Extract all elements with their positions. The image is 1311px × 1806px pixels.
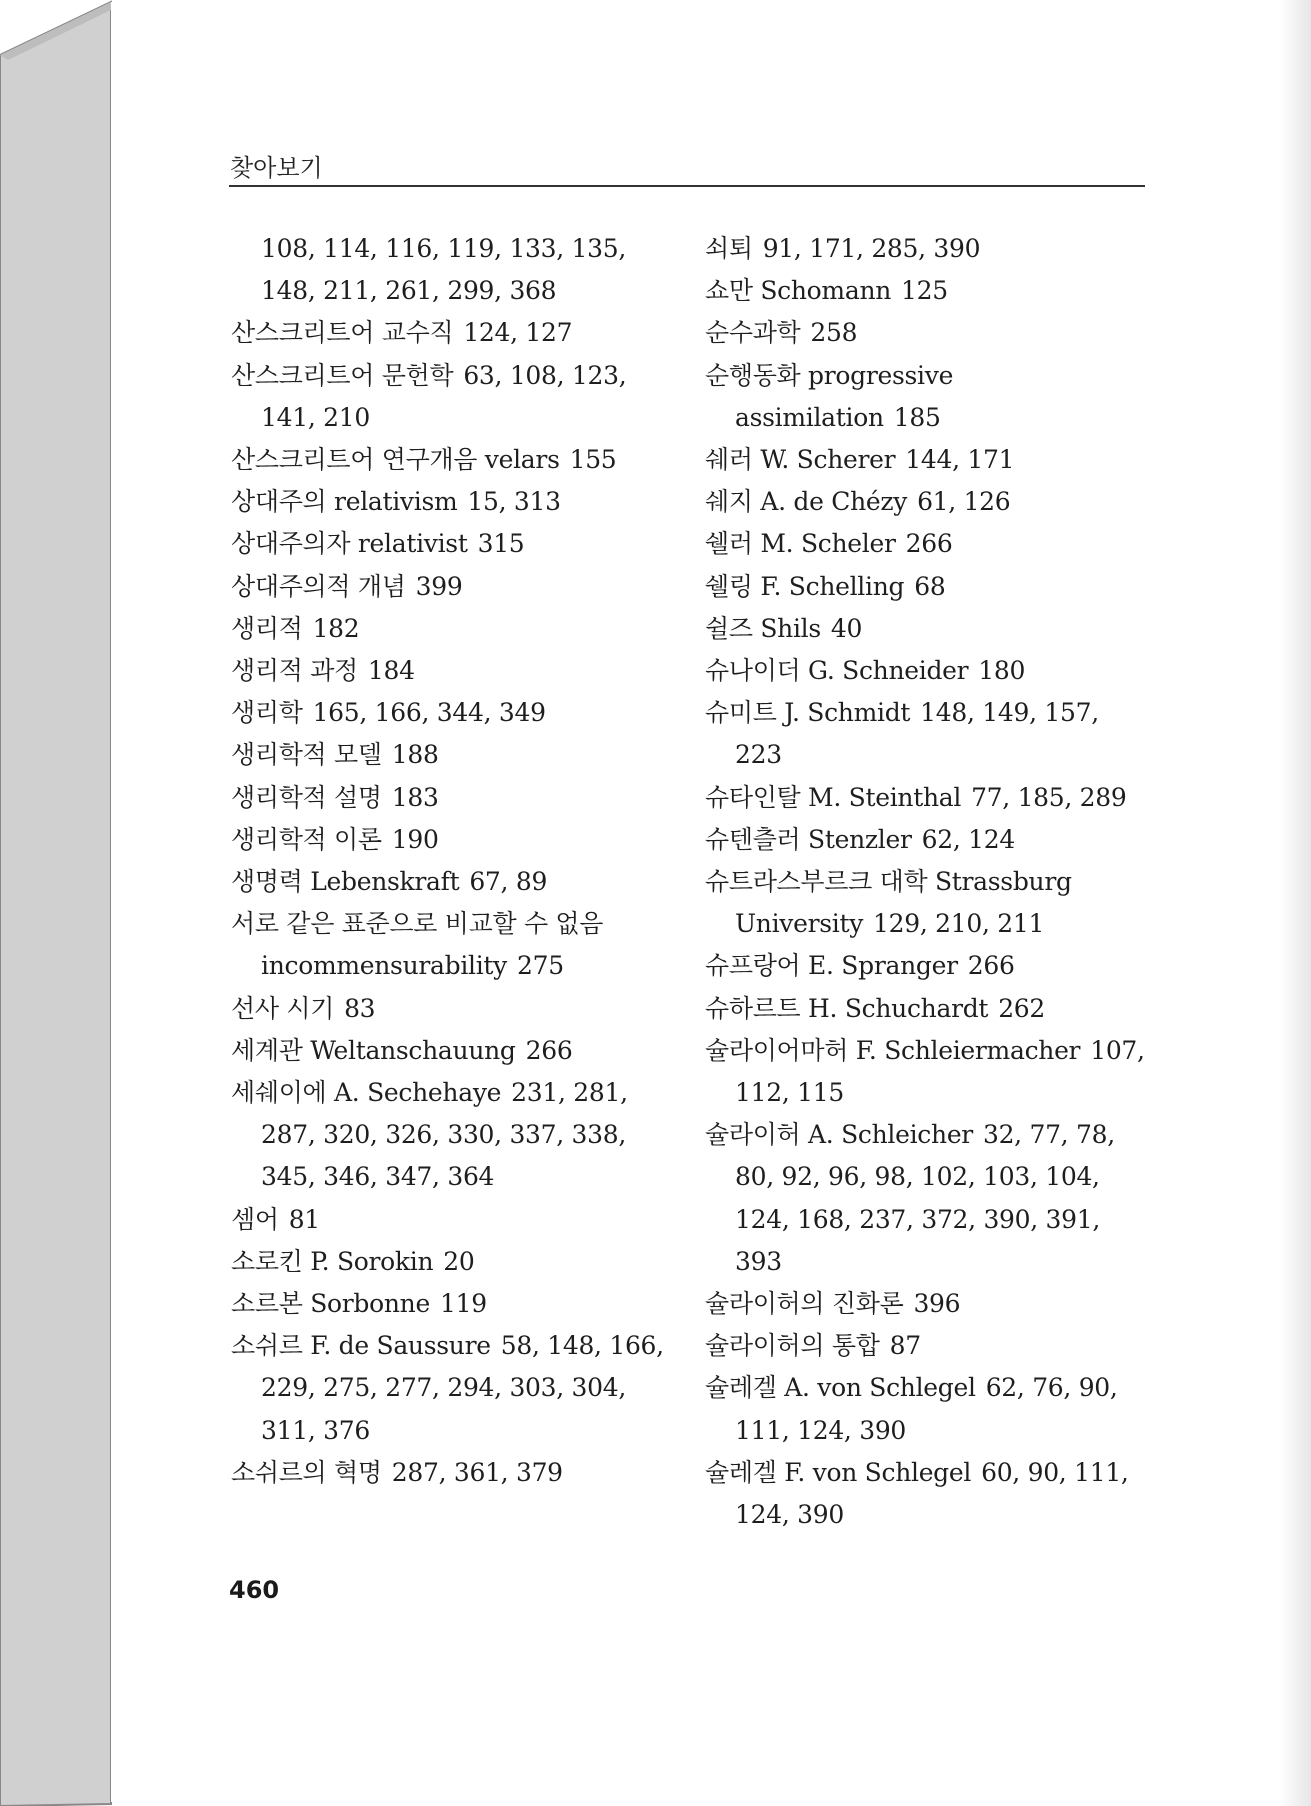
index-page-refs: 61, 126	[917, 487, 1011, 517]
index-term: 쉘러 M. Scheler	[705, 529, 896, 559]
index-entry	[705, 523, 1145, 565]
index-term: 생리학적 설명	[231, 782, 382, 812]
index-page-refs: 266	[525, 1035, 573, 1065]
index-term: 쉴즈 Shils	[705, 613, 821, 643]
index-term: 슐라이허 A. Schleicher	[705, 1120, 973, 1150]
index-page-refs: 62, 124	[921, 824, 1015, 854]
index-page-refs: 40	[830, 613, 863, 643]
index-entry	[231, 819, 671, 861]
index-term: 선사 시기	[231, 993, 335, 1023]
index-page-refs: 125	[901, 276, 948, 306]
index-page-refs: 58, 148, 166, 229, 275, 277, 294, 303, 304, 311, 376	[261, 1331, 664, 1445]
index-entry	[231, 355, 671, 439]
index-entry	[231, 692, 671, 734]
index-term: 세쉐이에 A. Sechehaye	[231, 1078, 502, 1108]
index-page-refs: 129, 210, 211	[873, 909, 1045, 939]
index-entry	[231, 1452, 671, 1494]
page-edge	[1279, 0, 1311, 1806]
index-entry	[705, 481, 1145, 523]
index-page-refs: 108, 114, 116, 119, 133, 135, 148, 211, 261, 299, 368	[261, 234, 627, 306]
index-entry	[705, 312, 1145, 354]
index-page-refs: 60, 90, 111, 124, 390	[735, 1457, 1129, 1530]
index-entry	[705, 692, 1145, 776]
index-entry	[705, 650, 1145, 692]
index-term: 슐레겔 F. von Schlegel	[705, 1457, 972, 1487]
index-page-refs: 20	[443, 1246, 475, 1276]
index-entry	[231, 1199, 671, 1241]
index-page-refs: 315	[477, 529, 525, 559]
index-term: 슈트라스부르크 대학 Strassburg University	[705, 867, 1072, 939]
index-page-refs: 396	[913, 1289, 961, 1319]
index-entry	[705, 355, 1145, 439]
index-term: 쉐러 W. Scherer	[705, 445, 896, 475]
index-entry	[705, 777, 1145, 819]
index-term: 생리학적 이론	[231, 824, 382, 854]
index-entry	[705, 819, 1145, 861]
index-entry	[231, 734, 671, 776]
index-entry	[705, 270, 1145, 312]
index-page-refs: 32, 77, 78, 80, 92, 96, 98, 102, 103, 104, 124, 168, 237, 372, 390, 391, 393	[735, 1120, 1115, 1276]
index-page-refs: 266	[905, 529, 953, 559]
index-term: 슈프랑어 E. Spranger	[705, 951, 958, 981]
index-term: 쉘링 F. Schelling	[705, 571, 905, 601]
index-page-refs: 68	[914, 571, 946, 601]
index-entry	[705, 1367, 1145, 1451]
index-term: 슈미트 J. Schmidt	[705, 698, 911, 728]
index-entry	[231, 1072, 671, 1199]
index-term: 슈타인탈 M. Steinthal	[705, 782, 962, 812]
index-entry	[705, 608, 1145, 650]
index-term: 쉐지 A. de Chézy	[705, 487, 908, 517]
index-term: 상대주의자 relativist	[231, 529, 468, 559]
index-page-refs: 258	[810, 318, 858, 348]
index-entry	[231, 481, 671, 523]
index-page-refs: 63, 108, 123, 141, 210	[261, 360, 627, 432]
index-entry	[231, 1030, 671, 1072]
index-page-refs: 83	[344, 993, 376, 1023]
index-page-refs: 287, 361, 379	[391, 1457, 563, 1487]
index-page-refs: 77, 185, 289	[971, 782, 1127, 812]
index-page-refs: 188	[391, 740, 439, 770]
index-page-refs: 184	[367, 656, 415, 686]
index-column-right	[705, 228, 1145, 1536]
index-column-left	[231, 228, 671, 1494]
index-term: 생명력 Lebenskraft	[231, 867, 460, 897]
index-page-refs: 165, 166, 344, 349	[312, 698, 546, 728]
index-entry	[705, 566, 1145, 608]
index-page-refs: 185	[893, 402, 941, 432]
index-term: 슐라이어마허 F. Schleiermacher	[705, 1035, 1081, 1065]
index-entry	[231, 988, 671, 1030]
index-term: 산스크리트어 교수직	[231, 318, 454, 348]
index-term: 순행동화 progressive assimilation	[705, 360, 954, 432]
index-page-refs: 81	[288, 1204, 320, 1234]
index-entry	[705, 1452, 1145, 1536]
index-entry	[231, 1283, 671, 1325]
index-term: 생리학	[231, 698, 303, 728]
index-term: 소르본 Sorbonne	[231, 1289, 430, 1319]
index-entry	[231, 312, 671, 354]
index-term: 산스크리트어 연구개음 velars	[231, 445, 560, 475]
index-term: 세계관 Weltanschauung	[231, 1035, 516, 1065]
index-term: 산스크리트어 문헌학	[231, 360, 454, 390]
index-term: 소쉬르 F. de Saussure	[231, 1331, 491, 1361]
index-entry	[231, 777, 671, 819]
index-entry	[231, 1325, 671, 1452]
index-entry	[231, 650, 671, 692]
running-head: 찾아보기	[230, 154, 323, 182]
page-number: 460	[229, 1576, 280, 1604]
index-entry	[231, 608, 671, 650]
index-entry	[705, 1325, 1145, 1367]
index-entry	[231, 228, 671, 312]
index-page-refs: 15, 313	[467, 487, 561, 517]
index-entry	[705, 1283, 1145, 1325]
index-term: 상대주의적 개념	[231, 571, 406, 601]
index-entry	[231, 903, 671, 987]
index-page-refs: 180	[978, 656, 1026, 686]
index-term: 서로 같은 표준으로 비교할 수 없음 incommensurability	[231, 909, 604, 981]
index-page-refs: 399	[415, 571, 463, 601]
index-page-refs: 62, 76, 90, 111, 124, 390	[735, 1373, 1118, 1445]
index-page-refs: 266	[967, 951, 1015, 981]
index-entry	[705, 1114, 1145, 1283]
index-page-refs: 190	[391, 824, 439, 854]
index-page-refs: 124, 127	[463, 318, 573, 348]
index-entry	[705, 1030, 1145, 1114]
index-term: 슈텐츨러 Stenzler	[705, 824, 912, 854]
index-term: 소로킨 P. Sorokin	[231, 1246, 434, 1276]
index-page-refs: 262	[998, 993, 1046, 1023]
index-page-refs: 182	[312, 613, 360, 643]
index-term: 생리적 과정	[231, 656, 358, 686]
index-entry	[231, 439, 671, 481]
index-term: 슐라이허의 통합	[705, 1331, 880, 1361]
index-entry	[231, 566, 671, 608]
index-term: 순수과학	[705, 318, 801, 348]
index-page-refs: 119	[439, 1289, 487, 1319]
index-page-refs: 107, 112, 115	[735, 1035, 1145, 1108]
index-entry	[231, 861, 671, 903]
index-page-refs: 87	[889, 1331, 921, 1361]
index-term: 생리학적 모델	[231, 740, 382, 770]
index-page-refs: 91, 171, 285, 390	[762, 234, 981, 263]
index-page-refs: 275	[517, 951, 564, 981]
index-page-refs: 144, 171	[905, 445, 1015, 475]
index-term: 소쉬르의 혁명	[231, 1457, 382, 1487]
index-term: 슈하르트 H. Schuchardt	[705, 993, 989, 1023]
index-term: 슐라이허의 진화론	[705, 1289, 904, 1319]
index-entry	[705, 861, 1145, 945]
index-term: 상대주의 relativism	[231, 487, 458, 517]
index-entry	[705, 988, 1145, 1030]
index-entry	[231, 1241, 671, 1283]
index-page-refs: 148, 149, 157, 223	[735, 698, 1099, 770]
index-term: 생리적	[231, 613, 303, 643]
index-page-refs: 183	[391, 782, 439, 812]
index-entry	[705, 439, 1145, 481]
index-entry	[705, 228, 1145, 270]
index-term: 셈어	[231, 1204, 279, 1234]
index-term: 쇼만 Schomann	[705, 276, 892, 306]
index-entry	[705, 945, 1145, 987]
header-rule	[229, 185, 1145, 187]
index-term: 슐레겔 A. von Schlegel	[705, 1373, 976, 1403]
index-page-refs: 155	[569, 445, 617, 475]
index-page-refs: 231, 281, 287, 320, 326, 330, 337, 338, 345, 346, 347, 364	[261, 1078, 628, 1192]
index-entry	[231, 523, 671, 565]
index-page-refs: 67, 89	[469, 867, 548, 897]
index-term: 슈나이더 G. Schneider	[705, 656, 969, 686]
index-term: 쇠퇴	[705, 234, 753, 263]
